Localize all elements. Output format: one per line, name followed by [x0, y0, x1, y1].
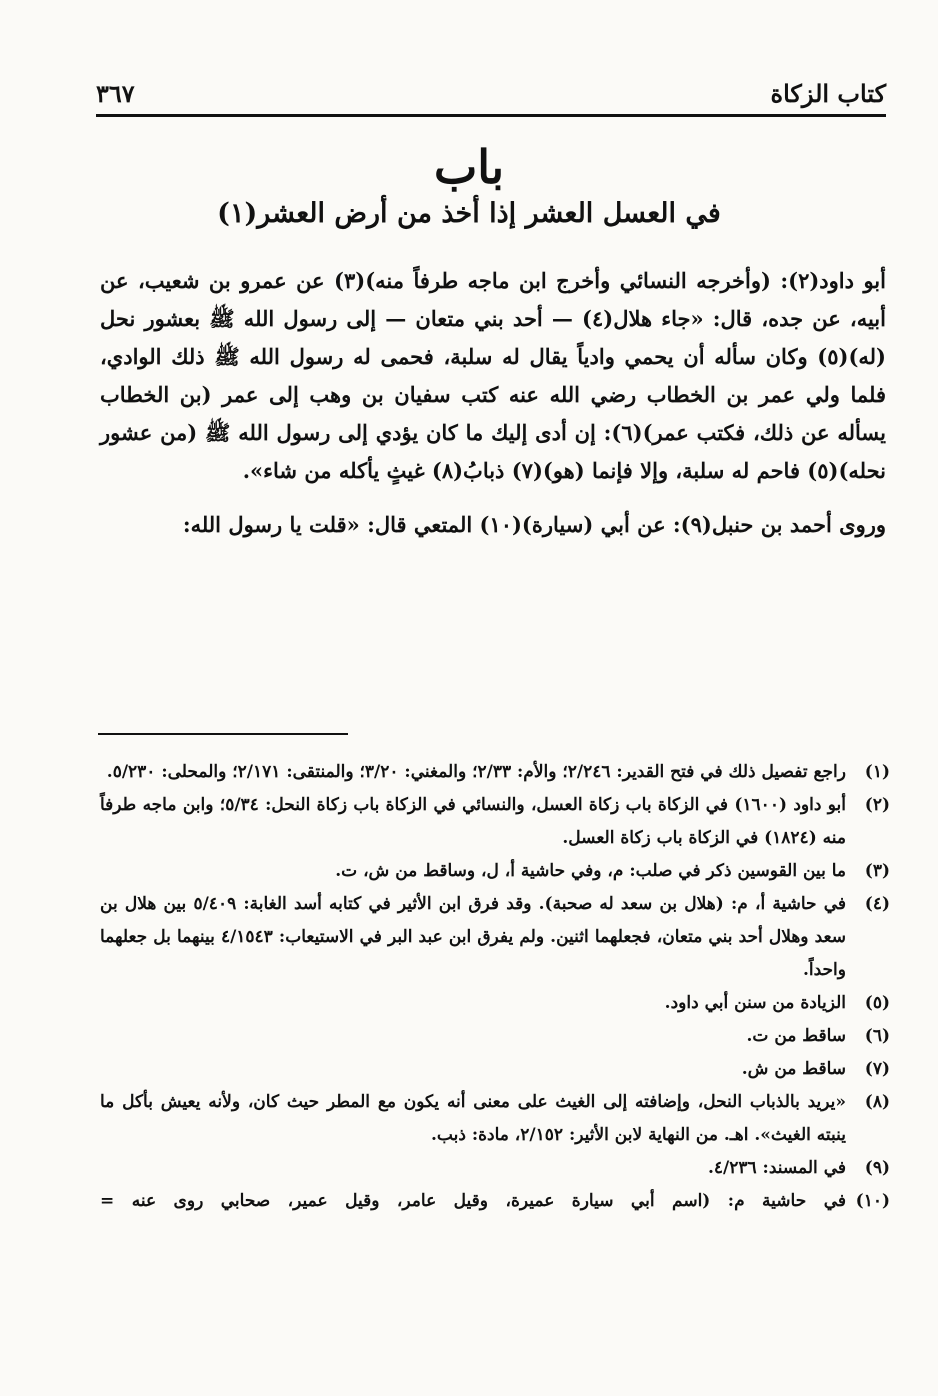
footnote-text: ما بين القوسين ذكر في صلب: م، وفي حاشية أ، ل، وساقط من ش، ت. — [335, 861, 846, 881]
footnote-text: ساقط من ش. — [741, 1059, 846, 1079]
footnote — [100, 1020, 890, 1053]
footnote — [100, 1185, 890, 1218]
footnote-number: (٤) — [864, 894, 890, 914]
footnote-text: الزيادة من سنن أبي داود. — [664, 993, 846, 1013]
footnote-number: (٢) — [864, 795, 890, 815]
main-text — [100, 262, 886, 544]
footnote-number: (٣) — [864, 861, 890, 881]
footnote-text: في حاشية م: (اسم أبي سيارة عميرة، وقيل عامر، وقيل عمير، صحابي روى عنه = — [100, 1191, 846, 1211]
footnote-text: أبو داود (١٦٠٠) في الزكاة باب زكاة العسل، والنسائي في الزكاة باب زكاة النحل: ٥/٣٤؛ وابن ماجه طرفاً منه (١٨٢٤) في الزكاة باب زكاة العسل. — [100, 795, 847, 848]
footnote-text: في المسند: ٤/٢٣٦. — [707, 1158, 846, 1178]
footnote-rule — [98, 733, 348, 735]
footnote-number: (٦) — [864, 1026, 890, 1046]
page-number: ٣٦٧ — [96, 79, 135, 108]
footnote-text: «يريد بالذباب النحل، وإضافته إلى الغيث على معنى أنه يكون مع المطر حيث كان، ولأنه يعيش بأكل ما ينبته الغيث». اهـ. من النهاية لابن الأثير: ٢/١٥٢، مادة: ذبب. — [100, 1092, 846, 1145]
footnote — [100, 789, 890, 855]
footnote-number: (٨) — [864, 1092, 890, 1112]
footnote-text: راجع تفصيل ذلك في فتح القدير: ٢/٢٤٦؛ والأم: ٢/٣٣؛ والمغني: ٣/٢٠؛ والمنتقى: ٢/١٧١؛ والمحلى: ٥/٢٣٠. — [106, 762, 846, 782]
footnote — [100, 1152, 890, 1185]
page-header — [96, 68, 886, 108]
footnote — [100, 855, 890, 888]
footnotes — [100, 756, 890, 1218]
footnote — [100, 987, 890, 1020]
paragraph: أبو داود(٢): (وأخرجه النسائي وأخرج ابن ماجه طرفاً منه)(٣) عن عمرو بن شعيب، عن أبيه، عن جده، قال: «جاء هلال(٤) — أحد بني متعان — إلى رسول الله ﷺ بعشور نحل (له)(٥) وكان سأله أن يحمي وادياً يقال له سلبة، فحمى له رسول الله ﷺ ذلك الوادي، فلما ولي عمر بن الخطاب رضي الله عنه كتب سفيان بن وهب إلى عمر (بن الخطاب يسأله عن ذلك، فكتب عمر)(٦): إن أدى إليك ما كان يؤدي إلى رسول الله ﷺ (من عشور نحله)(٥) فاحم له سلبة، وإلا فإنما (هو)(٧) ذبابُ(٨) غيثٍ يأكله من شاء». — [100, 268, 886, 483]
footnote-text: ساقط من ت. — [746, 1026, 846, 1046]
footnote-number: (٩) — [864, 1158, 890, 1178]
footnote-number: (٥) — [864, 993, 890, 1013]
footnote-number: (١٠) — [855, 1191, 890, 1211]
footnote-number: (٧) — [864, 1059, 890, 1079]
footnote — [100, 888, 890, 987]
chapter-title: في العسل العشر إذا أخذ من أرض العشر(١) — [217, 198, 721, 229]
paragraph: وروى أحمد بن حنبل(٩): عن أبي (سيارة)(١٠) المتعي قال: «قلت يا رسول الله: — [182, 512, 886, 537]
footnote — [100, 1086, 890, 1152]
footnote — [100, 1053, 890, 1086]
footnote-text: في حاشية أ، م: (هلال بن سعد له صحبة). وقد فرق ابن الأثير في كتابه أسد الغابة: ٥/٤٠٩ بين هلال بن سعد وهلال أحد بني متعان، فجعلهما اثنين. ولم يفرق ابن عبد البر في الاستيعاب: ٤/١٥٤٣ بينهما بل جعلهما واحداً. — [100, 894, 846, 980]
chapter-word: باب — [433, 140, 505, 194]
footnote-number: (١) — [864, 762, 890, 782]
header-rule — [96, 114, 886, 117]
running-title: كتاب الزكاة — [770, 79, 886, 108]
footnote — [100, 756, 890, 789]
